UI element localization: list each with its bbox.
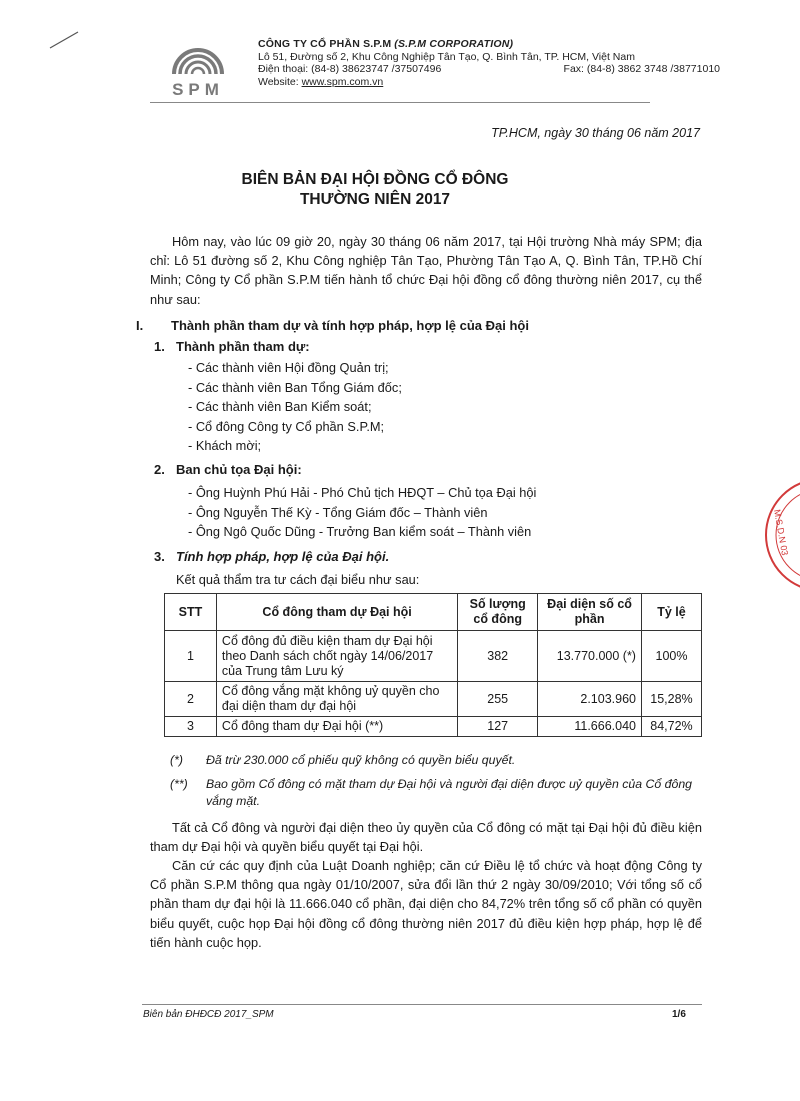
letterhead	[150, 34, 770, 104]
section-heading	[136, 318, 529, 333]
cell-desc: Cổ đông đủ điều kiện tham dự Đại hội theo Danh sách chốt ngày 14/06/2017 của Trung tâm Lưu ký	[216, 631, 457, 682]
website-link[interactable]: www.spm.com.vn	[301, 75, 384, 88]
logo-text: SPM	[172, 80, 224, 98]
footnote-mark: (*)	[170, 753, 183, 767]
subsection-title: Tính hợp pháp, hợp lệ của Đại hội.	[176, 549, 390, 564]
document-title	[150, 170, 600, 210]
company-stamp	[760, 470, 800, 600]
page-number: 1/6	[672, 1009, 686, 1020]
body-paragraph: Tất cả Cổ đông và người đại diện theo ủy quyền của Cổ đông có mặt tại Đại hội đủ điều kiện tham dự Đại hội và quyền biểu quyết tại Đại hội.	[150, 820, 702, 855]
stamp-text: M.S.D.N 03	[772, 508, 790, 557]
cell-count: 255	[458, 682, 538, 717]
company-fax: Fax: (84-8) 3862 3748 /38771010	[563, 63, 720, 75]
cell-stt: 1	[165, 631, 217, 682]
company-logo	[150, 34, 246, 98]
cell-shares: 2.103.960	[538, 682, 642, 717]
footer-doc-name: Biên bản ĐHĐCĐ 2017_SPM	[143, 1009, 274, 1020]
subsection-title: Thành phần tham dự:	[176, 339, 310, 354]
company-address: Lô 51, Đường số 2, Khu Công Nghiệp Tân Tạo, Q. Bình Tân, TP. HCM, Việt Nam	[258, 50, 635, 63]
footnote	[170, 776, 715, 809]
website-line	[258, 76, 758, 89]
cell-desc: Cổ đông tham dự Đại hội (**)	[216, 717, 457, 737]
body-paragraph: Căn cứ các quy định của Luật Doanh nghiệp; căn cứ Điều lệ tổ chức và hoạt động Công ty Cổ phần S.P.M thông qua ngày 01/10/2007, sửa đổi lần thứ 2 ngày 30/09/2010; Với tổng số cổ phần tham dự đại hội là 11.666.040 cổ phần, đại diện cho 84,72% trên tổng số cổ phần có quyền biểu quyết, cuộc họp Đại hội đồng cổ đông thường niên 2017 đủ điều kiện hợp pháp, hợp lệ để tiến hành cuộc họp.	[150, 858, 702, 950]
footnote	[170, 752, 715, 769]
table-header-row	[165, 594, 702, 631]
subsection-heading	[154, 462, 302, 477]
header-count: Số lượng cổ đông	[458, 594, 538, 631]
company-phone: Điện thoại: (84-8) 38623747 /37507496	[258, 63, 442, 75]
subsection-heading	[154, 339, 310, 354]
cell-count: 382	[458, 631, 538, 682]
list-item: - Các thành viên Ban Tổng Giám đốc;	[188, 379, 402, 395]
verification-note: Kết quả thẩm tra tư cách đại biểu như sau:	[176, 572, 420, 587]
company-name-en: (S.P.M CORPORATION)	[394, 38, 514, 50]
section-number: I.	[136, 318, 144, 333]
intro-paragraph: Hôm nay, vào lúc 09 giờ 20, ngày 30 tháng 06 năm 2017, tại Hội trường Nhà máy SPM; địa chỉ: Lô 51 đường số 2, Khu Công nghiệp Tân Tạo, Phường Tân Tạo A, Q. Bình Tân, TP.Hồ Chí Minh; Công ty Cổ phần S.P.M tiến hành tổ chức Đại hội đồng cổ đông thường niên 2017, cụ thể như sau:	[150, 234, 702, 307]
list-item: - Ông Nguyễn Thế Kỳ - Tổng Giám đốc – Thành viên	[188, 504, 488, 520]
list-item: - Ông Ngô Quốc Dũng - Trưởng Ban kiểm soát – Thành viên	[188, 524, 532, 539]
attendance-table	[164, 593, 702, 737]
header-shareholders: Cổ đông tham dự Đại hội	[216, 594, 457, 631]
header-ratio: Tỷ lệ	[641, 594, 701, 631]
footnote-mark: (**)	[170, 777, 188, 791]
pen-mark	[48, 30, 80, 50]
cell-stt: 3	[165, 717, 217, 737]
list-item: - Khách mời;	[188, 438, 262, 453]
title-line-2: THƯỜNG NIÊN 2017	[299, 191, 451, 208]
subsection-number: 3.	[154, 549, 165, 564]
company-name-line	[258, 38, 758, 51]
cell-ratio: 15,28%	[641, 682, 701, 717]
footer-divider	[142, 1004, 702, 1005]
presidium-list	[188, 483, 536, 542]
list-item: - Ông Huỳnh Phú Hải - Phó Chủ tịch HĐQT – Chủ tọa Đại hội	[188, 485, 537, 500]
list-item: - Các thành viên Hội đồng Quản trị;	[188, 360, 389, 375]
company-info	[258, 38, 758, 88]
list-item: - Cổ đông Công ty Cổ phần S.P.M;	[188, 418, 385, 434]
cell-shares: 13.770.000 (*)	[538, 631, 642, 682]
table-row	[165, 631, 702, 682]
header-stt: STT	[165, 594, 217, 631]
subsection-number: 1.	[154, 339, 165, 354]
list-item: - Các thành viên Ban Kiểm soát;	[188, 399, 372, 414]
website-label: Website:	[258, 75, 302, 88]
header-shares: Đại diện số cổ phần	[538, 594, 642, 631]
table-row	[165, 682, 702, 717]
table-row	[165, 717, 702, 737]
header-divider	[150, 102, 650, 103]
cell-count: 127	[458, 717, 538, 737]
company-name: CÔNG TY CỔ PHẦN S.P.M	[258, 38, 392, 50]
subsection-heading	[154, 549, 389, 564]
contact-line	[258, 63, 720, 76]
cell-stt: 2	[165, 682, 217, 717]
cell-ratio: 100%	[641, 631, 701, 682]
title-line-1: BIÊN BẢN ĐẠI HỘI ĐỒNG CỔ ĐÔNG	[241, 171, 509, 188]
section-title: Thành phần tham dự và tính hợp pháp, hợp lệ của Đại hội	[171, 318, 529, 333]
footnote-text: Bao gồm Cổ đông có mặt tham dự Đại hội và người đại diện được uỷ quyền của Cổ đông vắng mặt.	[206, 777, 692, 808]
cell-ratio: 84,72%	[641, 717, 701, 737]
document-date: TP.HCM, ngày 30 tháng 06 năm 2017	[491, 126, 700, 140]
cell-desc: Cổ đông vắng mặt không uỷ quyền cho đại diện tham dự đại hội	[216, 682, 457, 717]
attendee-list	[188, 358, 402, 456]
cell-shares: 11.666.040	[538, 717, 642, 737]
footnote-text: Đã trừ 230.000 cổ phiếu quỹ không có quyền biểu quyết.	[206, 753, 516, 767]
subsection-title: Ban chủ tọa Đại hội:	[176, 462, 302, 477]
subsection-number: 2.	[154, 462, 165, 477]
